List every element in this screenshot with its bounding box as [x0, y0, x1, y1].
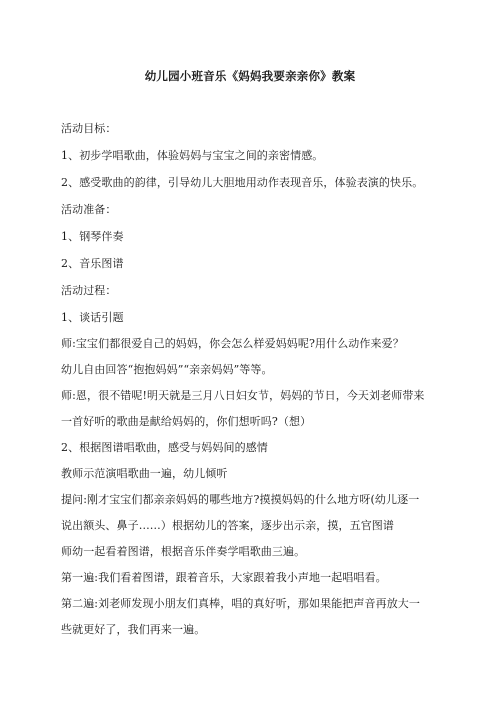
- paragraph-line: 幼儿自由回答“抱抱妈妈”“亲亲妈妈”等等。: [61, 363, 273, 376]
- paragraph-line: 师:宝宝们都很爱自己的妈妈，你会怎么样爱妈妈呢?用什么动作来爱？: [61, 337, 404, 350]
- paragraph-line: 师幼一起看着图谱，根据音乐伴奏学唱歌曲三遍。: [61, 545, 306, 558]
- paragraph-line: 教师示范演唱歌曲一遍，幼儿倾听: [61, 467, 228, 480]
- section-heading-preparation: 活动准备：: [61, 203, 117, 216]
- paragraph-line: 2、音乐图谱: [61, 257, 124, 270]
- paragraph-line: 第一遍:我们看着图谱，跟着音乐，大家跟着我小声地一起唱唱看。: [61, 571, 387, 584]
- paragraph-line: 1、初步学唱歌曲，体验妈妈与宝宝之间的亲密情感。: [61, 149, 324, 162]
- paragraph-line: 师:恩，很不错呢!明天就是三月八日妇女节，妈妈的节日，今天刘老师带来: [61, 389, 425, 402]
- document-title: 幼儿园小班音乐《妈妈我要亲亲你》教案: [144, 69, 356, 83]
- paragraph-line: 2、感受歌曲的韵律，引导幼儿大胆地用动作表现音乐，体验表演的快乐。: [61, 176, 424, 189]
- paragraph-line: 些就更好了，我们再来一遍。: [61, 623, 206, 636]
- paragraph-line: 说出额头、鼻子……）根据幼儿的答案，逐步出示亲，摸，五官图谱: [61, 519, 394, 532]
- paragraph-line: 第二遍:刘老师发现小朋友们真棒，唱的真好听，那如果能把声音再放大一: [61, 597, 421, 610]
- paragraph-line: 提问:刚才宝宝们都亲亲妈妈的哪些地方?摸摸妈妈的什么地方呀(幼儿逐一: [61, 493, 420, 506]
- paragraph-line: 2、根据图谱唱歌曲，感受与妈妈间的感情: [61, 441, 268, 454]
- paragraph-line: 1、谈话引题: [61, 311, 124, 324]
- section-heading-process: 活动过程：: [61, 284, 117, 297]
- paragraph-line: 一首好听的歌曲是献给妈妈的，你们想听吗?（想）: [61, 415, 312, 428]
- paragraph-line: 1、钢琴伴奏: [61, 230, 124, 243]
- section-heading-goals: 活动目标：: [61, 122, 117, 135]
